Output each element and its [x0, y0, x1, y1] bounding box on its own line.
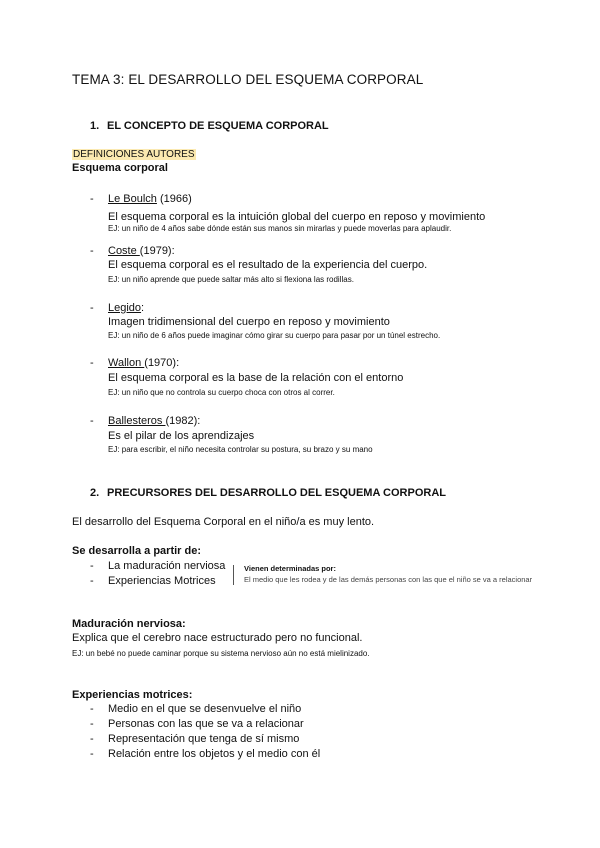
bullet-dash: -	[90, 302, 94, 314]
bullet-dash: -	[90, 703, 94, 715]
experiencias-heading: Experiencias motrices:	[72, 689, 193, 701]
bullet-dash: -	[90, 357, 94, 369]
bullet-dash: -	[90, 718, 94, 730]
maduracion-example: EJ: un bebé no puede caminar porque su sistema nervioso aún no está mielinizado.	[72, 649, 370, 658]
author-year: (1970):	[144, 357, 180, 369]
author-definition: El esquema corporal es la base de la relación con el entorno	[108, 372, 404, 384]
section-1-number: 1.	[90, 120, 100, 132]
bullet-dash: -	[90, 575, 94, 587]
author-wallon	[108, 357, 179, 369]
bullet-dash: -	[90, 415, 94, 427]
bullet-dash: -	[90, 560, 94, 572]
bullet-dash: -	[90, 245, 94, 257]
author-definition: El esquema corporal es el resultado de la experiencia del cuerpo.	[108, 259, 428, 271]
author-name: Legido	[108, 302, 142, 314]
author-definition: Es el pilar de los aprendizajes	[108, 430, 255, 442]
experiencias-item: Relación entre los objetos y el medio con él	[108, 748, 321, 760]
author-year: (1979):	[139, 245, 175, 257]
section-2-intro: El desarrollo del Esquema Corporal en el niño/a es muy lento.	[72, 516, 375, 528]
author-example: EJ: para escribir, el niño necesita controlar su postura, su brazo y su mano	[108, 445, 373, 454]
author-year: (1982):	[165, 415, 201, 427]
document-title: TEMA 3: EL DESARROLLO DEL ESQUEMA CORPORAL	[72, 72, 424, 87]
note-title: Vienen determinadas por:	[244, 564, 336, 573]
author-name: Ballesteros	[108, 415, 166, 427]
experiencias-item: Personas con las que se va a relacionar	[108, 718, 304, 730]
experiencias-item: Medio en el que se desenvuelve el niño	[108, 703, 302, 715]
develops-heading: Se desarrolla a partir de:	[72, 545, 201, 557]
author-example: EJ: un niño aprende que puede saltar más alto si flexiona las rodillas.	[108, 275, 354, 284]
author-legido	[108, 302, 144, 314]
author-coste	[108, 245, 175, 257]
author-definition: Imagen tridimensional del cuerpo en reposo y movimiento	[108, 316, 390, 328]
author-name: Coste	[108, 245, 140, 257]
author-example: EJ: un niño de 6 años puede imaginar cómo girar su cuerpo para pasar por un túnel estrecho.	[108, 331, 441, 340]
develops-item: Experiencias Motrices	[108, 575, 216, 587]
brace-divider	[233, 565, 240, 585]
bullet-dash: -	[90, 193, 94, 205]
subheading-esquema: Esquema corporal	[72, 162, 168, 174]
author-example: EJ: un niño de 4 años sabe dónde están sus manos sin mirarlas y puede moverlas para aplaudir.	[108, 224, 452, 233]
bullet-dash: -	[90, 733, 94, 745]
experiencias-item: Representación que tenga de sí mismo	[108, 733, 300, 745]
bullet-dash: -	[90, 748, 94, 760]
maduracion-text: Explica que el cerebro nace estructurado pero no funcional.	[72, 632, 363, 644]
author-name: Wallon	[108, 357, 145, 369]
author-year: :	[141, 302, 145, 314]
section-2-number: 2.	[90, 487, 100, 499]
note-text: El medio que les rodea y de las demás personas con las que el niño se va a relacionar	[244, 575, 533, 584]
section-1-heading	[90, 120, 329, 132]
highlight-label: DEFINICIONES AUTORES	[73, 149, 195, 160]
author-name: Le Boulch	[108, 193, 157, 205]
maduracion-heading: Maduración nerviosa:	[72, 618, 186, 630]
author-year: (1966)	[156, 193, 192, 205]
section-1-title: EL CONCEPTO DE ESQUEMA CORPORAL	[107, 120, 329, 132]
section-2-title: PRECURSORES DEL DESARROLLO DEL ESQUEMA CORPORAL	[107, 487, 446, 499]
author-ballesteros	[108, 415, 200, 427]
author-definition: El esquema corporal es la intuición global del cuerpo en reposo y movimiento	[108, 211, 486, 223]
section-2-heading	[90, 487, 446, 499]
develops-item: La maduración nerviosa	[108, 560, 226, 572]
author-le-boulch	[108, 193, 192, 205]
author-example: EJ: un niño que no controla su cuerpo choca con otros al correr.	[108, 388, 335, 397]
